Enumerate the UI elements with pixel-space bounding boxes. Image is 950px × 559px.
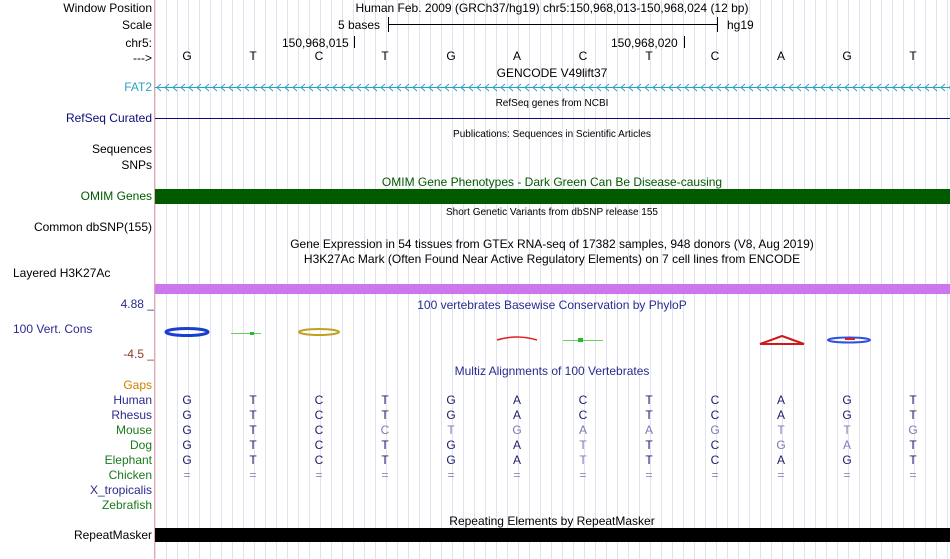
alignment-base: T bbox=[777, 423, 785, 437]
coord-label-1: 150,968,015 bbox=[282, 36, 349, 50]
gaps-label: Gaps bbox=[123, 378, 152, 392]
alignment-base: T bbox=[249, 393, 257, 407]
coord-tick-1 bbox=[354, 36, 355, 48]
scale-bar-right-tick bbox=[717, 17, 718, 32]
alignment-base: G bbox=[512, 423, 522, 437]
alignment-base: T bbox=[381, 393, 389, 407]
alignment-base: T bbox=[645, 408, 653, 422]
multiz-track-title: Multiz Alignments of 100 Vertebrates bbox=[454, 364, 650, 378]
alignment-base: A bbox=[644, 423, 653, 437]
cons-max-label: 4.88 _ bbox=[120, 297, 154, 311]
species-label: Human bbox=[113, 393, 152, 407]
track-area[interactable] bbox=[155, 0, 950, 559]
cons-logo-g bbox=[166, 329, 208, 336]
reference-base: C bbox=[710, 49, 720, 63]
alignment-base: = bbox=[843, 468, 851, 482]
species-label: Mouse bbox=[115, 423, 152, 437]
repeatmasker-bar[interactable] bbox=[155, 528, 950, 542]
alignment-base: T bbox=[249, 423, 257, 437]
reference-base: T bbox=[249, 49, 257, 63]
scale-label: Scale bbox=[121, 18, 152, 32]
alignment-base: G bbox=[776, 438, 786, 452]
alignment-base: C bbox=[314, 453, 324, 467]
cons-logo-c bbox=[299, 329, 339, 335]
alignment-base: C bbox=[710, 393, 720, 407]
alignment-base: G bbox=[182, 438, 192, 452]
alignment-base: G bbox=[446, 408, 456, 422]
alignment-base: T bbox=[645, 393, 653, 407]
alignment-base: = bbox=[183, 468, 191, 482]
alignment-base: G bbox=[446, 438, 456, 452]
cons-logo-a bbox=[760, 336, 804, 344]
alignment-base: = bbox=[711, 468, 719, 482]
window-position-label: Window Position bbox=[63, 1, 152, 15]
alignment-base: T bbox=[579, 453, 587, 467]
alignment-base: T bbox=[909, 408, 917, 422]
reference-base: T bbox=[381, 49, 389, 63]
species-label: X_tropicalis bbox=[89, 483, 152, 497]
scale-bases-text: 5 bases bbox=[338, 18, 381, 32]
alignment-base: T bbox=[909, 453, 917, 467]
gtex-track-title: Gene Expression in 54 tissues from GTEx RNA-seq of 17382 samples, 948 donors (V8, Aug 2019) bbox=[290, 237, 814, 251]
cons-logo-t-core bbox=[250, 332, 254, 335]
h3k27ac-signal[interactable] bbox=[155, 284, 950, 294]
alignment-base: A bbox=[842, 438, 851, 452]
reference-base: T bbox=[645, 49, 653, 63]
species-label: Rhesus bbox=[111, 408, 152, 422]
alignment-base: C bbox=[314, 393, 324, 407]
alignment-base: A bbox=[512, 408, 521, 422]
h3k27ac-track-title: H3K27Ac Mark (Often Found Near Active Regulatory Elements) on 7 cell lines from ENCODE bbox=[303, 252, 801, 266]
alignment-base: C bbox=[314, 438, 324, 452]
refseq-gene-line[interactable] bbox=[155, 118, 950, 119]
alignment-base: G bbox=[908, 423, 918, 437]
cons-min-label: -4.5 _ bbox=[123, 347, 154, 361]
alignment-base: C bbox=[578, 393, 588, 407]
dbsnp-track-title: Short Genetic Variants from dbSNP release 155 bbox=[446, 207, 658, 218]
alignment-base: T bbox=[249, 453, 257, 467]
alignment-base: C bbox=[578, 408, 588, 422]
refseq-label[interactable]: RefSeq Curated bbox=[65, 111, 152, 125]
species-label: Dog bbox=[129, 438, 152, 452]
alignment-base: G bbox=[182, 423, 192, 437]
coord-label-2: 150,968,020 bbox=[611, 36, 678, 50]
reference-base: A bbox=[512, 49, 521, 63]
alignment-base: T bbox=[645, 438, 653, 452]
reference-base: C bbox=[578, 49, 588, 63]
cons-track-title: 100 vertebrates Basewise Conservation by PhyloP bbox=[417, 298, 687, 312]
alignment-base: G bbox=[446, 393, 456, 407]
h3k27ac-label[interactable]: Layered H3K27Ac bbox=[13, 266, 111, 280]
alignment-base: C bbox=[314, 408, 324, 422]
fat2-label[interactable]: FAT2 bbox=[124, 80, 152, 94]
refseq-track-title: RefSeq genes from NCBI bbox=[495, 98, 609, 109]
chrom-label: chr5: bbox=[125, 36, 152, 50]
alignment-base: T bbox=[909, 438, 917, 452]
omim-label[interactable]: OMIM Genes bbox=[80, 189, 152, 203]
cons-logo-mixed-mark bbox=[845, 338, 855, 340]
reference-base: G bbox=[842, 49, 852, 63]
alignment-base: A bbox=[578, 423, 587, 437]
alignment-base: A bbox=[776, 453, 785, 467]
scale-assembly-text: hg19 bbox=[727, 18, 754, 32]
dbsnp-label[interactable]: Common dbSNP(155) bbox=[33, 220, 152, 234]
alignment-base: = bbox=[909, 468, 917, 482]
repeatmasker-track-title: Repeating Elements by RepeatMasker bbox=[449, 514, 655, 528]
alignment-base: T bbox=[645, 453, 653, 467]
alignment-base: T bbox=[249, 408, 257, 422]
alignment-base: = bbox=[381, 468, 389, 482]
alignment-base: C bbox=[314, 423, 324, 437]
omim-gene-bar[interactable] bbox=[155, 189, 950, 204]
alignment-base: T bbox=[381, 453, 389, 467]
alignment-base: = bbox=[315, 468, 323, 482]
omim-track-title: OMIM Gene Phenotypes - Dark Green Can Be Disease-causing bbox=[381, 175, 723, 189]
cons-logo-t2-core bbox=[578, 338, 583, 342]
alignment-base: G bbox=[182, 393, 192, 407]
alignment-base: G bbox=[182, 453, 192, 467]
alignment-base: G bbox=[842, 408, 852, 422]
species-label: Chicken bbox=[108, 468, 152, 482]
alignment-base: G bbox=[842, 393, 852, 407]
alignment-base: A bbox=[512, 393, 521, 407]
alignment-base: G bbox=[182, 408, 192, 422]
alignment-base: C bbox=[710, 453, 720, 467]
alignment-base: T bbox=[249, 438, 257, 452]
coord-tick-2 bbox=[684, 36, 685, 48]
alignment-base: = bbox=[579, 468, 587, 482]
scale-bar bbox=[388, 24, 718, 25]
alignment-base: C bbox=[710, 438, 720, 452]
publications-track-title: Publications: Sequences in Scientific Articles bbox=[453, 129, 651, 140]
alignment-base: G bbox=[446, 453, 456, 467]
alignment-base: T bbox=[843, 423, 851, 437]
repeatmasker-label[interactable]: RepeatMasker bbox=[73, 528, 152, 542]
species-label: Elephant bbox=[104, 453, 152, 467]
alignment-base: C bbox=[710, 408, 720, 422]
cons-logo-strip[interactable] bbox=[155, 320, 950, 350]
alignment-base: A bbox=[776, 393, 785, 407]
species-label: Zebrafish bbox=[101, 498, 152, 512]
alignment-base: G bbox=[842, 453, 852, 467]
reference-base: G bbox=[182, 49, 192, 63]
alignment-base: = bbox=[645, 468, 653, 482]
strand-label: ---> bbox=[133, 51, 152, 65]
alignment-base: = bbox=[249, 468, 257, 482]
cons-label[interactable]: 100 Vert. Cons bbox=[13, 322, 93, 336]
reference-base: T bbox=[909, 49, 917, 63]
fat2-gene-line[interactable] bbox=[155, 80, 950, 95]
reference-base: A bbox=[776, 49, 785, 63]
alignment-base: T bbox=[381, 438, 389, 452]
alignment-base: T bbox=[447, 423, 455, 437]
alignment-base: T bbox=[381, 408, 389, 422]
alignment-base: T bbox=[909, 393, 917, 407]
alignment-base: T bbox=[579, 438, 587, 452]
cons-logo-a-small bbox=[497, 337, 537, 340]
alignment-base: G bbox=[710, 423, 720, 437]
alignment-base: A bbox=[776, 408, 785, 422]
alignment-base: = bbox=[777, 468, 785, 482]
cons-logo-t bbox=[231, 333, 261, 334]
reference-base: C bbox=[314, 49, 324, 63]
track-label-column bbox=[0, 0, 154, 559]
alignment-base: A bbox=[512, 453, 521, 467]
alignment-base: = bbox=[513, 468, 521, 482]
reference-base: G bbox=[446, 49, 456, 63]
fat2-track-title: GENCODE V49lift37 bbox=[496, 66, 608, 80]
alignment-base: C bbox=[380, 423, 390, 437]
window-position-text: Human Feb. 2009 (GRCh37/hg19) chr5:150,968,013-150,968,024 (12 bp) bbox=[355, 1, 749, 15]
sequences-label[interactable]: Sequences bbox=[91, 142, 152, 156]
alignment-base: A bbox=[512, 438, 521, 452]
alignment-base: = bbox=[447, 468, 455, 482]
snps-label[interactable]: SNPs bbox=[121, 158, 152, 172]
